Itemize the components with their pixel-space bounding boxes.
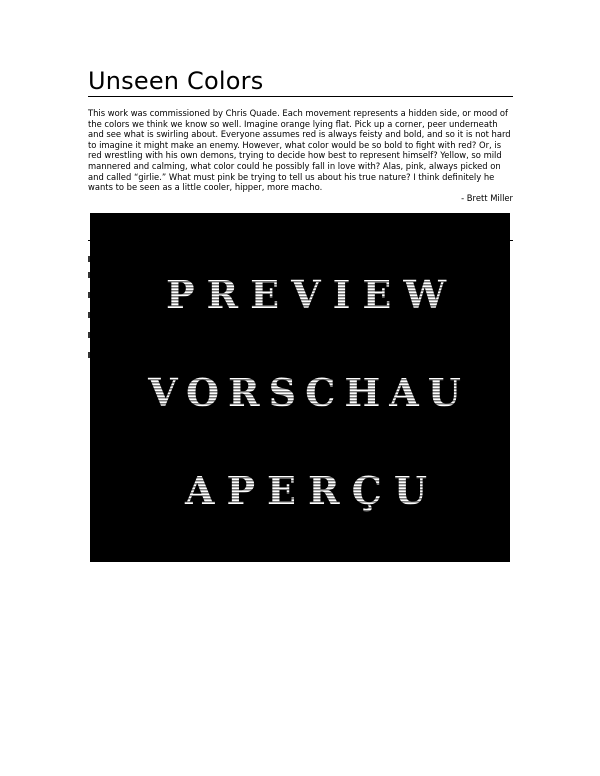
page-title: Unseen Colors <box>88 67 264 95</box>
staff-line-right <box>510 240 513 241</box>
title-divider <box>88 96 513 97</box>
preview-watermark-overlay <box>90 213 510 562</box>
author-signature: - Brett Miller <box>461 193 513 203</box>
program-note: This work was commissioned by Chris Quade. Each movement represents a hidden side, or mood of the colors we think we know so well. Imagine orange lying flat. Pick up a corner, peer underneath and see what is swirling about. Everyone assumes red is always feisty and bold, and so it is not hard to imagine it might make an enemy. However, what color would be so bold to fight with red? Or, is red wrestling with his own demons, trying to decide how best to represent himself? Yellow, so mild mannered and calming, what color could he possibly fall in love with? Alas, pink, always picked on and called “girlie.” What must pink be trying to tell us about his true nature? I think definitely he wants to be seen as a little cooler, hipper, more macho. <box>88 108 511 193</box>
watermark-apercu-text: APERÇU <box>90 469 522 513</box>
watermark-vorschau-text: VORSCHAU <box>90 371 519 415</box>
watermark-preview-text: PREVIEW <box>90 273 522 317</box>
